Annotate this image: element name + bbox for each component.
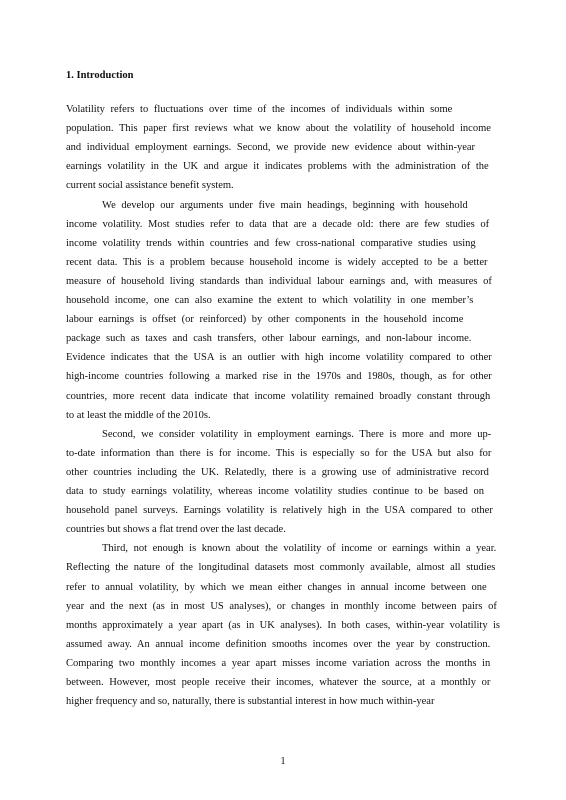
text-line: high-income countries following a marked rise in the 1970s and 1980s, though, as for other [66, 371, 492, 383]
page-number: 1 [280, 756, 286, 767]
text-line: Second, we consider volatility in employment earnings. There is more and more up- [102, 428, 492, 440]
text-line: refer to annual volatility, by which we mean either changes in annual income between one [66, 581, 487, 593]
text-line: current social assistance benefit system. [66, 180, 234, 192]
text-line: Volatility refers to fluctuations over time of the incomes of individuals within some [66, 104, 453, 115]
text-line: Evidence indicates that the USA is an outlier with high income volatility compared to other [66, 352, 492, 364]
text-line: data to study earnings volatility, whereas income volatility studies continue to be based on [66, 486, 484, 497]
text-line: measure of household living standards than individual labour earnings and, with measures of [66, 275, 492, 287]
text-line: earnings volatility in the UK and argue it indicates problems with the administration of the [66, 161, 489, 173]
text-line: to-date information than there is for income. This is especially so for the USA but also for [66, 447, 492, 459]
text-line: population. This paper first reviews what we know about the volatility of household income [66, 123, 491, 135]
text-line: countries, more recent data indicate that income volatility remained broadly constant through [66, 390, 491, 402]
text-line: Comparing two monthly incomes a year apart misses income variation across the months in [66, 657, 491, 669]
text-line: assumed away. An annual income definition smooths incomes over the year by construction. [66, 638, 491, 650]
text-line: Reflecting the nature of the longitudinal datasets most commonly available, almost all studies [66, 562, 496, 574]
section-heading: 1. Introduction [66, 70, 134, 81]
text-line: Third, not enough is known about the volatility of income or earnings within a year. [102, 543, 497, 555]
text-line: year and the next (as in most US analyses), or changes in monthly income between pairs of [66, 600, 497, 612]
text-line: income volatility. Most studies refer to data that are a decade old: there are few studies of [66, 218, 490, 230]
text-line: package such as taxes and cash transfers, other labour earnings, and non-labour income. [66, 333, 472, 345]
text-line: countries but shows a flat trend over the last decade. [66, 524, 286, 536]
text-line: between. However, most people receive their incomes, whatever the source, at a monthly or [66, 677, 491, 688]
text-line: to at least the middle of the 2010s. [66, 409, 211, 421]
text-line: and individual employment earnings. Second, we provide new evidence about within-year [66, 142, 476, 154]
text-line: higher frequency and so, naturally, there is substantial interest in how much within-year [66, 696, 435, 708]
text-line: income volatility trends within countries and few cross-national comparative studies using [66, 237, 476, 249]
text-line: household panel surveys. Earnings volatility is relatively high in the USA compared to other [66, 505, 493, 517]
text-line: months approximately a year apart (as in UK analyses). In both cases, within-year volatility is [66, 619, 501, 631]
text-line: labour earnings is offset (or reinforced) by other components in the household income [66, 314, 464, 326]
text-line: recent data. This is a problem because household income is widely accepted to be a better [66, 256, 488, 268]
text-line: household income, one can also examine the extent to which volatility in one member’s [66, 295, 474, 306]
text-line: We develop our arguments under five main headings, beginning with household [102, 199, 468, 211]
text-line: other countries including the UK. Relatedly, there is a growing use of administrative record [66, 466, 489, 478]
